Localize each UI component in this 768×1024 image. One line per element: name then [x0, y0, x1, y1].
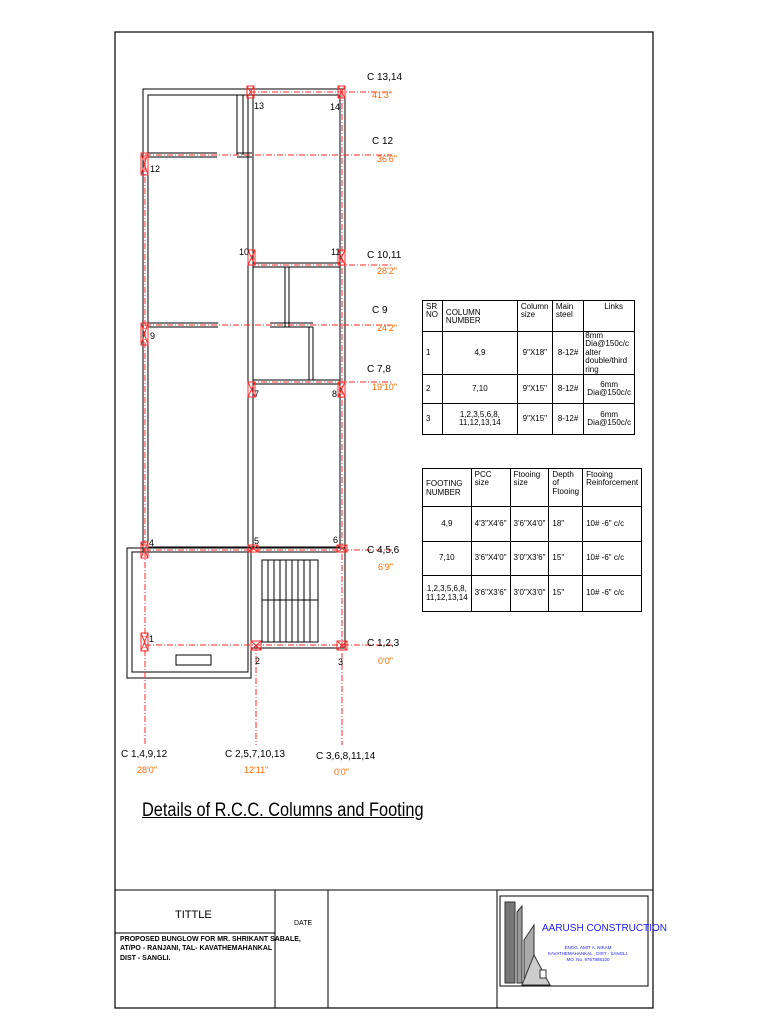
- bottom-marker-dim-3: 0'0": [334, 767, 349, 777]
- column-number-8: 8: [332, 389, 338, 399]
- marker-label-7-8: C 7,8: [367, 364, 391, 375]
- column-number-13: 13: [254, 101, 265, 111]
- cell: 3'0"X3'0": [510, 576, 549, 612]
- cell: 1,2,3,5,6,8, 11,12,13,14: [423, 576, 472, 612]
- cell: 9"X18": [517, 332, 552, 375]
- column-number-5: 5: [254, 536, 260, 546]
- column-number-14: 14: [330, 102, 341, 112]
- cell: 8mm Dia@150c/c alter double/third ring: [584, 332, 635, 375]
- cell: 10# -6" c/c: [583, 542, 642, 576]
- cell: 4,9: [442, 332, 517, 375]
- company-name: AARUSH CONSTRUCTION: [542, 923, 668, 934]
- marker-dim-9: 24'2": [377, 323, 397, 333]
- column-grid-lines: [145, 92, 392, 745]
- column-table: [422, 300, 635, 435]
- cell: 10# -6" c/c: [583, 576, 642, 612]
- table-row: [423, 576, 642, 612]
- bottom-marker-label-2: C 2,5,7,10,13: [225, 749, 286, 760]
- marker-label-1-2-3: C 1,2,3: [367, 638, 400, 649]
- company-details: ENGG. AMIT A. NIKAM KAVATHEMAHANKAL , DIST - SANGLI. MO. No. 9767888100: [547, 945, 629, 962]
- table-row: [423, 374, 635, 403]
- cell: 9"X15": [517, 403, 552, 434]
- marker-dim-12: 36'6": [377, 154, 397, 164]
- cell: 8-12#: [552, 403, 583, 434]
- floor-plan: [127, 89, 345, 678]
- cell: 4,9: [423, 507, 472, 542]
- column-table-header-column-number: COLUMN NUMBER: [442, 301, 517, 332]
- cell: 8-12#: [552, 374, 583, 403]
- cell: 6mm Dia@150c/c: [584, 403, 635, 434]
- bottom-marker-dim-2: 12'11": [244, 765, 269, 775]
- footing-table-header-pcc-size: PCC size: [471, 469, 510, 507]
- cell: 3'0"X3'6": [510, 542, 549, 576]
- cell: 2: [423, 374, 443, 403]
- cell: 7,10: [423, 542, 472, 576]
- column-number-7: 7: [254, 389, 260, 399]
- cell: 4'3"X4'6": [471, 507, 510, 542]
- cell: 3'6"X4'0": [471, 542, 510, 576]
- cell: 1,2,3,5,6,8, 11,12,13,14: [442, 403, 517, 434]
- column-number-3: 3: [338, 657, 344, 667]
- marker-dim-1-2-3: 0'0": [378, 656, 393, 666]
- bottom-marker-label-3: C 3,6,8,11,14: [316, 751, 376, 762]
- column-number-11: 11: [331, 247, 341, 257]
- cell: 1: [423, 332, 443, 375]
- cell: 15": [549, 542, 583, 576]
- table-row: [423, 332, 635, 375]
- marker-label-4-5-6: C 4,5,6: [367, 545, 400, 556]
- column-10: [248, 250, 255, 265]
- column-number-2: 2: [255, 656, 261, 666]
- column-number-1: 1: [149, 634, 155, 644]
- footing-table: [422, 468, 642, 612]
- drawing-title: Details of R.C.C. Columns and Footing: [142, 800, 424, 821]
- cell: 3: [423, 403, 443, 434]
- marker-label-13-14: C 13,14: [367, 72, 403, 83]
- cell: 18": [549, 507, 583, 542]
- column-number-9: 9: [150, 331, 156, 341]
- column-table-header-srno: SR NO: [423, 301, 443, 332]
- marker-dim-4-5-6: 6'9": [378, 562, 393, 572]
- footing-table-header-depth: Depth of Ftooing: [549, 469, 583, 507]
- marker-label-9: C 9: [372, 305, 388, 316]
- marker-label-12: C 12: [372, 136, 394, 147]
- project-description: PROPOSED BUNGLOW FOR MR. SHRIKANT SABALE, AT/PO - RANJANI, TAL- KAVATHEMAHANKAL , DIST - SANGLI.: [120, 936, 301, 962]
- column-boxes: [141, 86, 347, 651]
- date-label: DATE: [294, 920, 313, 927]
- footing-table-header-footing-size: Ftooing size: [510, 469, 549, 507]
- cell: 8-12#: [552, 332, 583, 375]
- marker-dim-13-14: 41'3": [372, 90, 392, 100]
- table-row: [423, 507, 642, 542]
- cell: 3'6"X4'0": [510, 507, 549, 542]
- cell: 15": [549, 576, 583, 612]
- company-logo: [505, 902, 550, 985]
- column-table-header-links: Links: [584, 301, 635, 332]
- footing-table-header-reinforcement: Ftooing Reinforcement: [583, 469, 642, 507]
- cell: 7,10: [442, 374, 517, 403]
- column-number-10: 10: [239, 247, 250, 257]
- table-row: [423, 403, 635, 434]
- column-number-4: 4: [149, 538, 155, 548]
- cell: 6mm Dia@150c/c: [584, 374, 635, 403]
- marker-dim-10-11: 28'2": [377, 266, 397, 276]
- bottom-marker-label-1: C 1,4,9,12: [121, 749, 168, 760]
- cell: 3'6"X3'6": [471, 576, 510, 612]
- cell: 10# -6" c/c: [583, 507, 642, 542]
- bottom-marker-dim-1: 28'0": [137, 765, 157, 775]
- column-number-6: 6: [333, 535, 339, 545]
- table-row: [423, 542, 642, 576]
- footing-table-header-footing-number: FOOTING NUMBER: [423, 469, 472, 507]
- title-label: TITTLE: [175, 909, 212, 921]
- column-number-12: 12: [150, 164, 161, 174]
- column-table-header-column-size: Column size: [517, 301, 552, 332]
- column-table-header-main-steel: Main steel: [552, 301, 583, 332]
- marker-dim-7-8: 19'10": [372, 382, 397, 392]
- column-1: [141, 633, 148, 651]
- column-9: [141, 323, 148, 345]
- cell: 9"X15": [517, 374, 552, 403]
- marker-label-10-11: C 10,11: [367, 250, 402, 261]
